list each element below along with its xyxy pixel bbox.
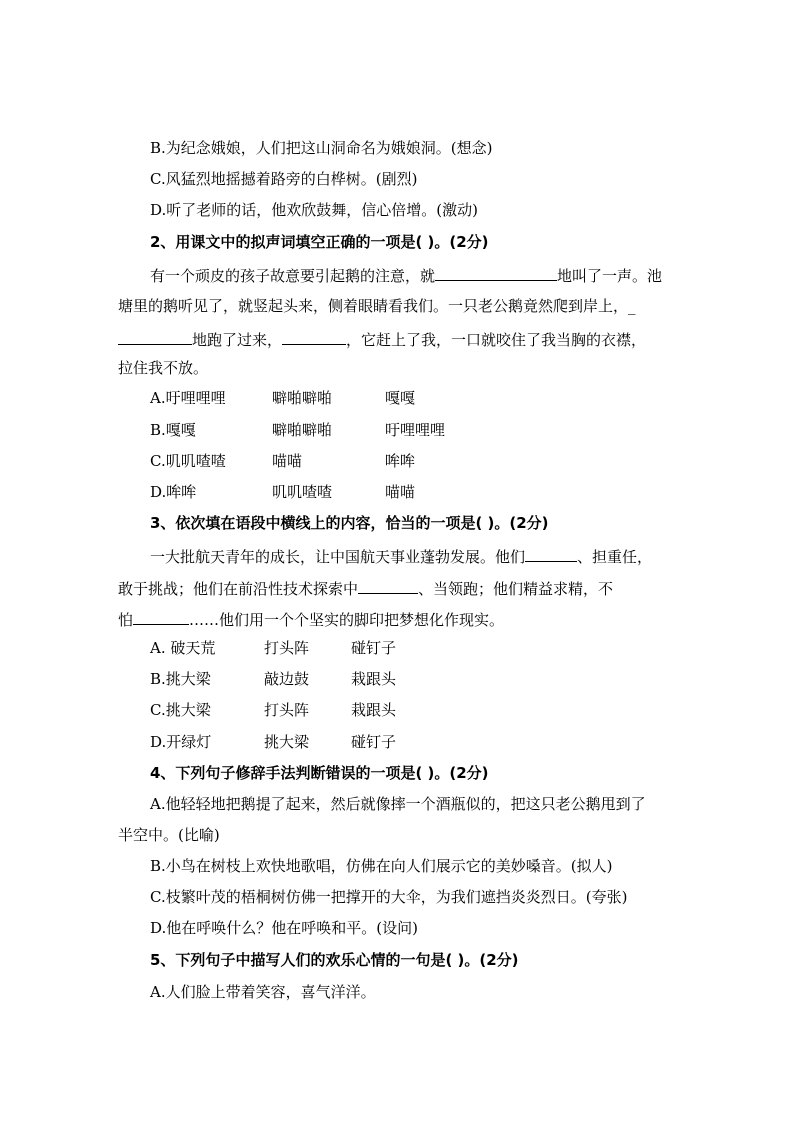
q2-passage-text: ，它赶上了我，一口就咬住了我当胸的衣襟， — [346, 331, 647, 349]
q3-blank-2 — [358, 577, 418, 594]
q2-passage-line-1 — [150, 264, 662, 286]
q3-option-a-word-2: 打头阵 — [264, 639, 310, 657]
q2-option-a-word-3: 嘎嘎 — [385, 389, 416, 407]
q3-passage-text: ……他们用一个个坚实的脚印把梦想化作现实。 — [189, 611, 505, 629]
q3-passage-line-3 — [118, 608, 504, 630]
q2-passage-line-4: 拉住我不放。 — [118, 359, 209, 377]
q4-option-d: D.他在呼唤什么？他在呼唤和平。(设问) — [150, 919, 418, 937]
q2-title: 2、用课文中的拟声词填空正确的一项是( )。(2分) — [150, 233, 489, 251]
q4-option-b: B.小鸟在树枝上欢快地歌唱，仿佛在向人们展示它的美妙嗓音。(拟人) — [150, 857, 613, 875]
q2-option-c-word-2: 喵喵 — [272, 452, 303, 470]
q3-option-c-word-3: 栽跟头 — [351, 701, 397, 719]
q3-option-a-word-3: 碰钉子 — [351, 639, 397, 657]
q4-option-a-continued: 半空中。(比喻) — [118, 826, 220, 844]
q3-title: 3、依次填在语段中横线上的内容，恰当的一项是( )。(2分) — [150, 514, 549, 532]
q1-option-b: B.为纪念娥娘，人们把这山洞命名为娥娘洞。(想念) — [150, 139, 493, 157]
q3-option-d-word-3: 碰钉子 — [351, 733, 397, 751]
q2-option-a-word-2: 噼啪噼啪 — [272, 389, 333, 407]
q2-option-b-word-3: 吁哩哩哩 — [385, 421, 446, 439]
q3-option-b-word-2: 敲边鼓 — [264, 670, 310, 688]
q2-option-c-word-1: C.叽叽喳喳 — [150, 452, 226, 470]
q4-option-c: C.枝繁叶茂的梧桐树仿佛一把撑开的大伞，为我们遮挡炎炎烈日。(夸张) — [150, 888, 628, 906]
q2-option-c-word-3: 哞哞 — [385, 452, 416, 470]
q2-passage-text: 地跑了过来， — [192, 331, 283, 349]
q5-option-a: A.人们脸上带着笑容，喜气洋洋。 — [150, 983, 376, 1001]
q3-option-b-word-1: B.挑大梁 — [150, 670, 211, 688]
q3-passage-line-2 — [118, 577, 613, 599]
q3-passage-text: 一大批航天青年的成长，让中国航天事业蓬勃发展。他们 — [150, 548, 526, 566]
q3-passage-text: 敢于挑战；他们在前沿性技术探索中 — [118, 580, 359, 598]
q2-blank-2 — [118, 328, 192, 345]
q2-passage-text: 有一个顽皮的孩子故意要引起鹅的注意，就 — [150, 267, 436, 285]
q2-blank-1 — [435, 264, 557, 281]
q3-option-c-word-2: 打头阵 — [264, 701, 310, 719]
q2-option-b-word-2: 噼啪噼啪 — [272, 421, 333, 439]
q3-passage-line-1 — [150, 545, 652, 567]
q2-passage-line-2: 塘里的鹅听见了，就竖起头来，侧着眼睛看我们。一只老公鹅竟然爬到岸上，_ — [118, 297, 636, 315]
q5-title: 5、下列句子中描写人们的欢乐心情的一句是( )。(2分) — [150, 951, 519, 969]
q2-option-d-word-3: 喵喵 — [385, 483, 416, 501]
q3-passage-text: 怕 — [118, 611, 134, 629]
q3-option-c-word-1: C.挑大梁 — [150, 701, 211, 719]
q2-passage-text: 地叫了一声。池 — [557, 267, 663, 285]
q2-blank-3 — [282, 328, 346, 345]
q3-option-a-word-1: A. 破天荒 — [150, 639, 216, 657]
q3-passage-text: 、当领跑；他们精益求精，不 — [418, 580, 614, 598]
q1-option-c: C.风猛烈地摇撼着路旁的白桦树。(剧烈) — [150, 170, 418, 188]
q3-option-b-word-3: 栽跟头 — [351, 670, 397, 688]
q2-option-d-word-2: 叽叽喳喳 — [272, 483, 333, 501]
q2-option-d-word-1: D.哞哞 — [150, 483, 197, 501]
q2-passage-line-3 — [118, 328, 646, 350]
q3-option-d-word-1: D.开绿灯 — [150, 733, 212, 751]
q3-passage-text: 、担重任， — [577, 548, 653, 566]
q2-option-a-word-1: A.吁哩哩哩 — [150, 389, 226, 407]
q4-option-a: A.他轻轻地把鹅提了起来，然后就像摔一个酒瓶似的，把这只老公鹅甩到了 — [150, 795, 646, 813]
q4-title: 4、下列句子修辞手法判断错误的一项是( )。(2分) — [150, 764, 489, 782]
q2-option-b-word-1: B.嘎嘎 — [150, 421, 196, 439]
q3-option-d-word-2: 挑大梁 — [264, 733, 310, 751]
q3-blank-3 — [133, 608, 189, 625]
q3-blank-1 — [525, 545, 577, 562]
q1-option-d: D.听了老师的话，他欢欣鼓舞，信心倍增。(激动) — [150, 201, 478, 219]
